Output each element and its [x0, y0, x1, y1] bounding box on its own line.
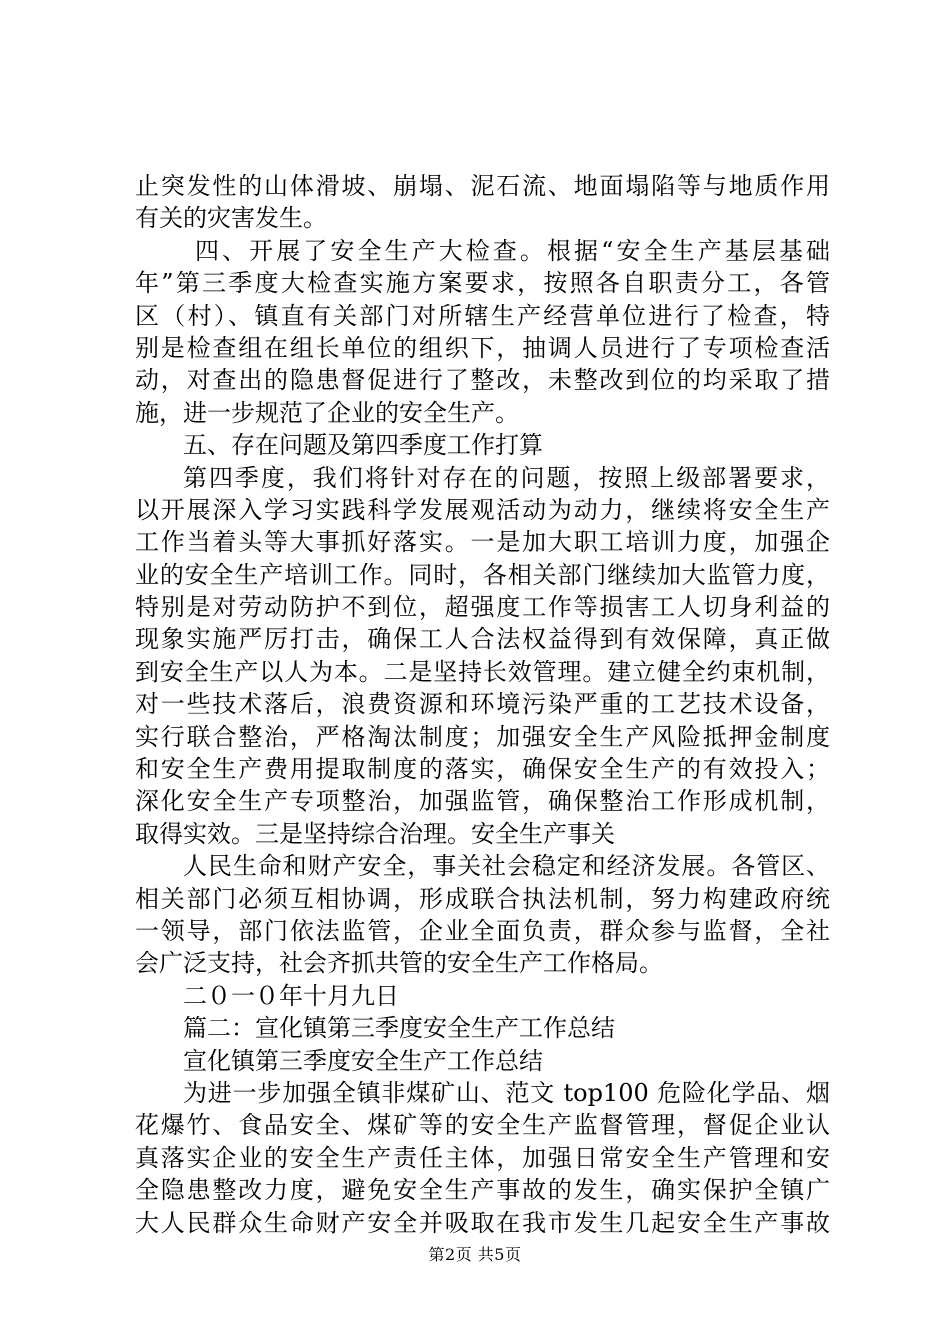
- text-line: 二０一０年十月九日: [183, 981, 399, 1010]
- text-line: 有关的灾害发生。: [135, 204, 327, 233]
- text-line: 工作当着头等大事抓好落实。一是加大职工培训力度，加强企: [135, 528, 830, 557]
- text-line: 五、存在问题及第四季度工作打算: [183, 431, 543, 460]
- text-line: 宣化镇第三季度安全生产工作总结: [183, 1046, 543, 1075]
- document-body: [135, 170, 830, 1239]
- text-line: 取得实效。三是坚持综合治理。安全生产事关: [135, 819, 615, 848]
- text-line: 深化安全生产专项整治，加强监管，确保整治工作形成机制，: [135, 787, 830, 816]
- text-line: 和安全生产费用提取制度的落实，确保安全生产的有效投入；: [135, 755, 830, 784]
- text-line: 别是检查组在组长单位的组织下，抽调人员进行了专项检查活: [135, 333, 830, 362]
- text-line: 相关部门必须互相协调，形成联合执法机制，努力构建政府统: [135, 884, 830, 913]
- text-line: 真落实企业的安全生产责任主体，加强日常安全生产管理和安: [135, 1143, 830, 1172]
- text-line: 年”第三季度大检查实施方案要求，按照各自职责分工，各管: [135, 269, 830, 298]
- text-line: 区（村）、镇直有关部门对所辖生产经营单位进行了检查，特: [135, 301, 830, 330]
- text-line: 篇二：宣化镇第三季度安全生产工作总结: [183, 1014, 615, 1043]
- text-line: 四、开展了安全生产大检查。根据“安全生产基层基础: [195, 236, 830, 265]
- text-line: 动，对查出的隐患督促进行了整改，未整改到位的均采取了措: [135, 366, 830, 395]
- text-line: 花爆竹、食品安全、煤矿等的安全生产监督管理，督促企业认: [135, 1111, 830, 1140]
- text-line: 到安全生产以人为本。二是坚持长效管理。建立健全约束机制，: [135, 657, 830, 686]
- text-line: 特别是对劳动防护不到位，超强度工作等损害工人切身利益的: [135, 593, 830, 622]
- text-line: 大人民群众生命财产安全并吸取在我市发生几起安全生产事故: [135, 1208, 830, 1237]
- text-line: 现象实施严厉打击，确保工人合法权益得到有效保障，真正做: [135, 625, 830, 654]
- text-line: 以开展深入学习实践科学发展观活动为动力，继续将安全生产: [135, 495, 830, 524]
- text-line: 业的安全生产培训工作。同时，各相关部门继续加大监管力度，: [135, 560, 830, 589]
- page-number-footer: 第2页 共5页: [428, 1245, 522, 1264]
- text-line: 实行联合整治，严格淘汰制度；加强安全生产风险抵押金制度: [135, 722, 830, 751]
- text-line: 为进一步加强全镇非煤矿山、范文 top100 危险化学品、烟: [183, 1078, 830, 1107]
- text-line: 人民生命和财产安全，事关社会稳定和经济发展。各管区、: [183, 852, 830, 881]
- text-line: 一领导，部门依法监管，企业全面负责，群众参与监督，全社: [135, 916, 830, 945]
- text-line: 第四季度，我们将针对存在的问题，按照上级部署要求，: [183, 463, 830, 492]
- text-line: 对一些技术落后，浪费资源和环境污染严重的工艺技术设备，: [135, 690, 830, 719]
- text-line: 止突发性的山体滑坡、崩塌、泥石流、地面塌陷等与地质作用: [135, 172, 830, 200]
- text-line: 全隐患整改力度，避免安全生产事故的发生，确实保护全镇广: [135, 1176, 830, 1205]
- text-line: 施，进一步规范了企业的安全生产。: [135, 398, 519, 427]
- text-line: 会广泛支持，社会齐抓共管的安全生产工作格局。: [135, 949, 663, 978]
